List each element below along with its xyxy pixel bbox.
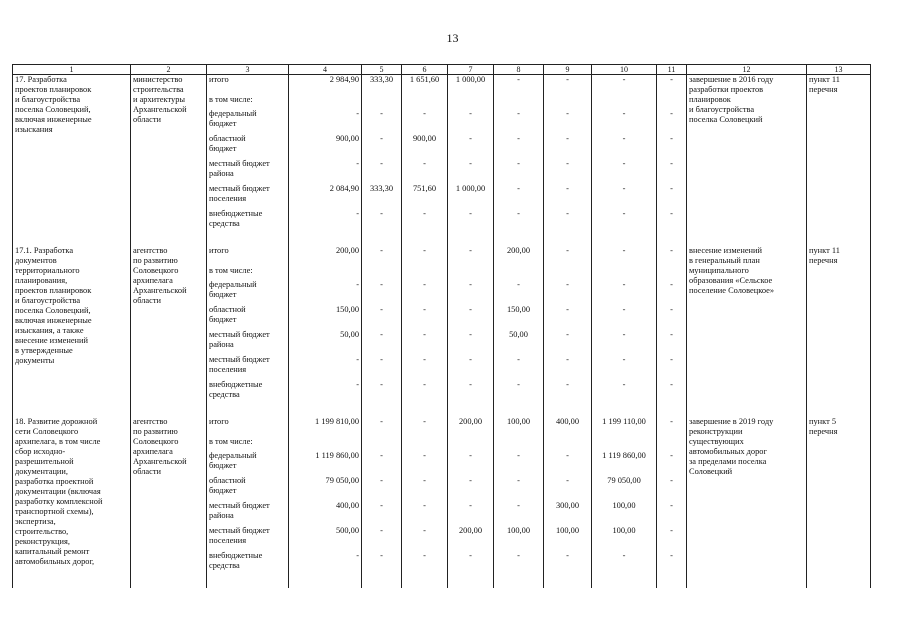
amount-cell: -: [448, 551, 494, 576]
amount-cell: -: [362, 501, 402, 526]
amount-cell: -: [592, 109, 657, 134]
amount-cell: -: [402, 109, 448, 134]
amount-cell: [657, 95, 687, 109]
amount-cell: 2 084,90: [289, 184, 362, 209]
amount-cell: 200,00: [448, 417, 494, 437]
empty-cell: [402, 405, 448, 417]
amount-cell: -: [592, 280, 657, 305]
amount-cell: [289, 266, 362, 280]
amount-cell: [592, 95, 657, 109]
amount-cell: 333,30: [362, 75, 402, 96]
funding-source: областной бюджет: [207, 134, 289, 159]
amount-cell: 1 199 810,00: [289, 417, 362, 437]
amount-cell: -: [592, 355, 657, 380]
responsible-executor: агентство по развитию Соловецкого архипелага Архангельской области: [131, 417, 207, 588]
amount-cell: -: [657, 526, 687, 551]
amount-cell: -: [289, 109, 362, 134]
amount-cell: -: [402, 246, 448, 266]
amount-cell: -: [402, 209, 448, 234]
amount-cell: -: [289, 551, 362, 576]
column-number-8: 8: [494, 65, 544, 75]
amount-cell: -: [289, 209, 362, 234]
measure-name: 18. Развитие дорожной сети Соловецкого архипелага, в том числе сбор исходно- разрешительной документации, разработка проектной документации (включая разработку комплексной транспортной схемы), экспертиза, строительство, реконструкция, капитальный ремонт автомобильных дорог,: [13, 417, 131, 588]
amount-cell: 2 984,90: [289, 75, 362, 96]
amount-cell: -: [402, 305, 448, 330]
amount-cell: -: [657, 134, 687, 159]
funding-source: итого: [207, 246, 289, 266]
amount-cell: -: [592, 246, 657, 266]
amount-cell: -: [657, 551, 687, 576]
amount-cell: [494, 266, 544, 280]
amount-cell: 300,00: [544, 501, 592, 526]
amount-cell: -: [657, 305, 687, 330]
amount-cell: -: [494, 134, 544, 159]
amount-cell: -: [362, 209, 402, 234]
amount-cell: -: [494, 159, 544, 184]
amount-cell: -: [448, 246, 494, 266]
amount-cell: -: [544, 75, 592, 96]
amount-cell: 1 119 860,00: [289, 451, 362, 476]
amount-cell: [657, 437, 687, 451]
amount-cell: -: [544, 159, 592, 184]
column-number-7: 7: [448, 65, 494, 75]
funding-source: внебюджетные средства: [207, 380, 289, 405]
table-row: [13, 75, 871, 96]
funding-source: местный бюджет поселения: [207, 184, 289, 209]
amount-cell: 150,00: [494, 305, 544, 330]
amount-cell: 500,00: [289, 526, 362, 551]
funding-source: федеральный бюджет: [207, 109, 289, 134]
empty-cell: [362, 234, 402, 246]
amount-cell: -: [402, 355, 448, 380]
amount-cell: -: [362, 355, 402, 380]
amount-cell: 1 651,60: [402, 75, 448, 96]
empty-cell: [448, 234, 494, 246]
amount-cell: -: [402, 380, 448, 405]
amount-cell: -: [544, 451, 592, 476]
amount-cell: [289, 437, 362, 451]
amount-cell: -: [362, 551, 402, 576]
amount-cell: -: [402, 451, 448, 476]
amount-cell: [448, 95, 494, 109]
amount-cell: -: [362, 380, 402, 405]
list-reference: пункт 5 перечня: [807, 417, 871, 588]
program-table: [12, 64, 871, 588]
amount-cell: 751,60: [402, 184, 448, 209]
empty-cell: [402, 576, 448, 588]
empty-cell: [544, 576, 592, 588]
empty-cell: [207, 234, 289, 246]
empty-cell: [544, 405, 592, 417]
funding-source: итого: [207, 75, 289, 96]
amount-cell: 50,00: [289, 330, 362, 355]
funding-source: в том числе:: [207, 266, 289, 280]
amount-cell: -: [657, 75, 687, 96]
amount-cell: -: [448, 355, 494, 380]
amount-cell: [362, 266, 402, 280]
empty-cell: [657, 234, 687, 246]
amount-cell: -: [362, 246, 402, 266]
amount-cell: -: [592, 305, 657, 330]
funding-source: внебюджетные средства: [207, 209, 289, 234]
expected-result: завершение в 2016 году разработки проектов планировок и благоустройства поселка Соловецкий: [687, 75, 807, 247]
amount-cell: -: [494, 209, 544, 234]
amount-cell: -: [362, 476, 402, 501]
amount-cell: -: [544, 280, 592, 305]
funding-source: внебюджетные средства: [207, 551, 289, 576]
funding-source: федеральный бюджет: [207, 451, 289, 476]
empty-cell: [494, 234, 544, 246]
empty-cell: [494, 576, 544, 588]
empty-cell: [544, 234, 592, 246]
amount-cell: -: [657, 355, 687, 380]
empty-cell: [289, 405, 362, 417]
empty-cell: [289, 234, 362, 246]
funding-source: областной бюджет: [207, 305, 289, 330]
amount-cell: -: [289, 280, 362, 305]
amount-cell: [289, 95, 362, 109]
amount-cell: -: [657, 417, 687, 437]
column-number-12: 12: [687, 65, 807, 75]
amount-cell: -: [657, 246, 687, 266]
list-reference: пункт 11 перечня: [807, 75, 871, 247]
column-number-10: 10: [592, 65, 657, 75]
amount-cell: -: [448, 280, 494, 305]
amount-cell: 400,00: [544, 417, 592, 437]
amount-cell: -: [544, 184, 592, 209]
amount-cell: [494, 437, 544, 451]
amount-cell: -: [402, 330, 448, 355]
funding-source: местный бюджет района: [207, 159, 289, 184]
amount-cell: [402, 95, 448, 109]
empty-cell: [657, 576, 687, 588]
funding-source: местный бюджет района: [207, 330, 289, 355]
amount-cell: -: [544, 380, 592, 405]
amount-cell: -: [494, 355, 544, 380]
list-reference: пункт 11 перечня: [807, 246, 871, 417]
amount-cell: 1 000,00: [448, 184, 494, 209]
amount-cell: -: [362, 305, 402, 330]
page-number: 13: [446, 31, 459, 45]
amount-cell: [448, 437, 494, 451]
amount-cell: -: [592, 330, 657, 355]
empty-cell: [289, 576, 362, 588]
amount-cell: -: [657, 109, 687, 134]
funding-source: федеральный бюджет: [207, 280, 289, 305]
amount-cell: -: [362, 134, 402, 159]
empty-cell: [207, 405, 289, 417]
amount-cell: -: [544, 109, 592, 134]
amount-cell: -: [494, 551, 544, 576]
amount-cell: 50,00: [494, 330, 544, 355]
amount-cell: [544, 95, 592, 109]
amount-cell: [494, 95, 544, 109]
table-row: [13, 246, 871, 266]
amount-cell: [402, 266, 448, 280]
funding-source: в том числе:: [207, 437, 289, 451]
amount-cell: -: [657, 280, 687, 305]
amount-cell: -: [402, 476, 448, 501]
measure-name: 17. Разработка проектов планировок и благоустройства поселка Соловецкий, включая инженерные изыскания: [13, 75, 131, 247]
empty-cell: [592, 405, 657, 417]
amount-cell: -: [362, 417, 402, 437]
amount-cell: -: [362, 451, 402, 476]
column-number-row: [13, 65, 871, 75]
amount-cell: -: [494, 476, 544, 501]
empty-cell: [657, 405, 687, 417]
amount-cell: -: [448, 501, 494, 526]
amount-cell: -: [494, 451, 544, 476]
amount-cell: -: [494, 280, 544, 305]
amount-cell: -: [448, 134, 494, 159]
amount-cell: 100,00: [592, 501, 657, 526]
amount-cell: -: [448, 476, 494, 501]
amount-cell: -: [448, 305, 494, 330]
empty-cell: [494, 405, 544, 417]
funding-source: местный бюджет поселения: [207, 526, 289, 551]
empty-cell: [362, 576, 402, 588]
amount-cell: -: [448, 451, 494, 476]
amount-cell: 1 119 860,00: [592, 451, 657, 476]
amount-cell: -: [544, 209, 592, 234]
funding-source: в том числе:: [207, 95, 289, 109]
expected-result: внесение изменений в генеральный план муниципального образования «Сельское поселение Соловецкое»: [687, 246, 807, 417]
amount-cell: -: [544, 305, 592, 330]
amount-cell: -: [494, 380, 544, 405]
amount-cell: [544, 437, 592, 451]
amount-cell: -: [657, 380, 687, 405]
amount-cell: [362, 95, 402, 109]
amount-cell: -: [592, 184, 657, 209]
amount-cell: -: [592, 209, 657, 234]
funding-source: местный бюджет района: [207, 501, 289, 526]
amount-cell: 333,30: [362, 184, 402, 209]
empty-cell: [362, 405, 402, 417]
amount-cell: -: [362, 280, 402, 305]
amount-cell: -: [448, 159, 494, 184]
amount-cell: -: [448, 209, 494, 234]
column-number-13: 13: [807, 65, 871, 75]
amount-cell: [657, 266, 687, 280]
responsible-executor: агентство по развитию Соловецкого архипелага Архангельской области: [131, 246, 207, 417]
amount-cell: -: [657, 184, 687, 209]
column-number-2: 2: [131, 65, 207, 75]
amount-cell: -: [657, 501, 687, 526]
empty-cell: [207, 576, 289, 588]
amount-cell: 79 050,00: [592, 476, 657, 501]
funding-source: итого: [207, 417, 289, 437]
amount-cell: 150,00: [289, 305, 362, 330]
amount-cell: -: [544, 476, 592, 501]
amount-cell: -: [402, 280, 448, 305]
amount-cell: -: [657, 159, 687, 184]
table-row: [13, 417, 871, 437]
amount-cell: -: [544, 551, 592, 576]
amount-cell: -: [592, 380, 657, 405]
responsible-executor: министерство строительства и архитектуры Архангельской области: [131, 75, 207, 247]
amount-cell: -: [592, 134, 657, 159]
amount-cell: 1 000,00: [448, 75, 494, 96]
column-number-5: 5: [362, 65, 402, 75]
column-number-6: 6: [402, 65, 448, 75]
amount-cell: 100,00: [494, 417, 544, 437]
column-number-9: 9: [544, 65, 592, 75]
amount-cell: -: [448, 380, 494, 405]
amount-cell: -: [592, 75, 657, 96]
measure-name: 17.1. Разработка документов территориального планирования, проектов планировок и благоустройства поселка Соловецкий, включая инженерные изыскания, а также внесение изменений в утвержденные документы: [13, 246, 131, 417]
amount-cell: -: [657, 330, 687, 355]
amount-cell: -: [592, 551, 657, 576]
amount-cell: -: [402, 501, 448, 526]
expected-result: завершение в 2019 году реконструкции существующих автомобильных дорог за пределами поселка Соловецкий: [687, 417, 807, 588]
amount-cell: -: [448, 330, 494, 355]
amount-cell: -: [544, 246, 592, 266]
amount-cell: -: [289, 355, 362, 380]
amount-cell: 100,00: [544, 526, 592, 551]
amount-cell: 100,00: [592, 526, 657, 551]
amount-cell: 79 050,00: [289, 476, 362, 501]
amount-cell: 200,00: [448, 526, 494, 551]
amount-cell: 900,00: [289, 134, 362, 159]
amount-cell: -: [494, 109, 544, 134]
column-number-1: 1: [13, 65, 131, 75]
amount-cell: 200,00: [494, 246, 544, 266]
amount-cell: 200,00: [289, 246, 362, 266]
empty-cell: [448, 576, 494, 588]
amount-cell: -: [362, 109, 402, 134]
amount-cell: -: [544, 134, 592, 159]
amount-cell: -: [448, 109, 494, 134]
empty-cell: [592, 234, 657, 246]
funding-source: местный бюджет поселения: [207, 355, 289, 380]
amount-cell: -: [592, 159, 657, 184]
amount-cell: 100,00: [494, 526, 544, 551]
amount-cell: -: [289, 380, 362, 405]
amount-cell: [448, 266, 494, 280]
amount-cell: -: [362, 159, 402, 184]
amount-cell: -: [657, 476, 687, 501]
amount-cell: -: [362, 330, 402, 355]
column-number-4: 4: [289, 65, 362, 75]
amount-cell: -: [402, 159, 448, 184]
empty-cell: [592, 576, 657, 588]
column-number-3: 3: [207, 65, 289, 75]
amount-cell: -: [402, 551, 448, 576]
empty-cell: [448, 405, 494, 417]
column-number-11: 11: [657, 65, 687, 75]
amount-cell: -: [289, 159, 362, 184]
amount-cell: -: [402, 526, 448, 551]
amount-cell: -: [657, 209, 687, 234]
amount-cell: 400,00: [289, 501, 362, 526]
amount-cell: [402, 437, 448, 451]
amount-cell: -: [657, 451, 687, 476]
amount-cell: [544, 266, 592, 280]
amount-cell: -: [544, 330, 592, 355]
amount-cell: 900,00: [402, 134, 448, 159]
amount-cell: [362, 437, 402, 451]
amount-cell: -: [494, 501, 544, 526]
funding-source: областной бюджет: [207, 476, 289, 501]
amount-cell: [592, 437, 657, 451]
amount-cell: -: [494, 184, 544, 209]
empty-cell: [402, 234, 448, 246]
amount-cell: -: [544, 355, 592, 380]
amount-cell: -: [494, 75, 544, 96]
amount-cell: [592, 266, 657, 280]
amount-cell: 1 199 110,00: [592, 417, 657, 437]
amount-cell: -: [402, 417, 448, 437]
amount-cell: -: [362, 526, 402, 551]
